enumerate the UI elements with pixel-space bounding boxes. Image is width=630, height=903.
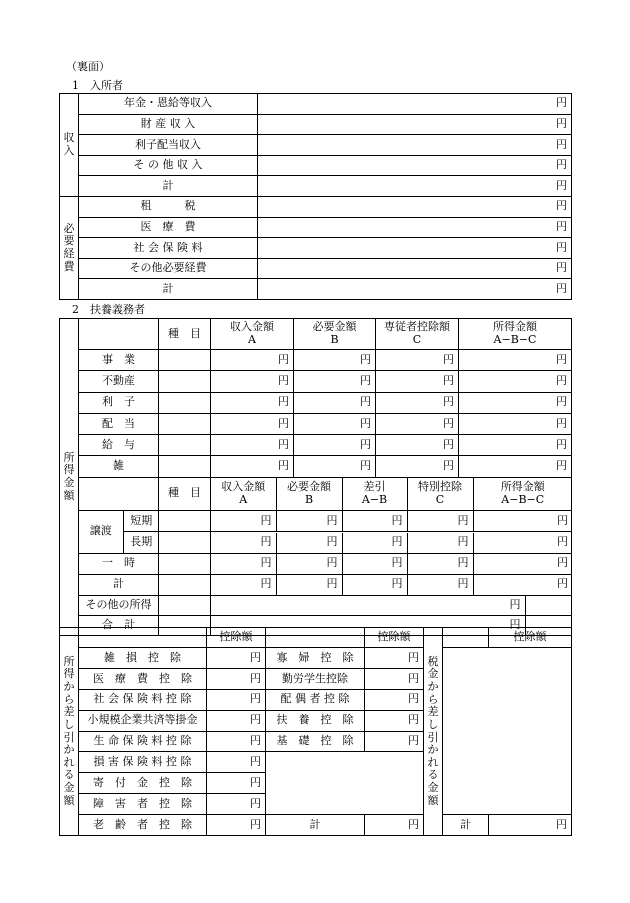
table-row <box>60 392 572 413</box>
deduction-item-label: 障 害 者 控 除 <box>79 794 207 815</box>
income-amount-header: 収入金額 A <box>211 478 276 510</box>
table-row <box>60 574 572 595</box>
yen-field[interactable]: 円 <box>407 511 473 531</box>
sub-header-group <box>211 477 572 510</box>
deduction-item-label: 寄 付 金 控 除 <box>79 773 207 794</box>
table-row <box>60 114 572 135</box>
table-row <box>60 456 572 477</box>
section2-number: 2 <box>72 303 79 316</box>
yen-field[interactable]: 円 <box>342 533 407 553</box>
yen-field[interactable]: 円 <box>294 371 376 392</box>
special-deduction-header: 特別控除 C <box>407 478 473 510</box>
resident-income-table <box>59 93 572 300</box>
yen-field[interactable]: 円 <box>211 511 276 531</box>
subtotal-amounts <box>211 574 572 595</box>
deduction-amount-header: 控除額 <box>207 628 266 648</box>
income-deduction-label: 所 得 か ら 差 し 引 か れ る 金 額 <box>60 628 79 836</box>
back-side-label: （裏面） <box>66 60 110 73</box>
empty-cell <box>159 456 211 477</box>
yen-field[interactable]: 円 <box>376 413 459 434</box>
income-row-label: そ の 他 収 入 <box>79 155 258 176</box>
table-row <box>60 371 572 392</box>
onetime-amounts <box>211 553 572 574</box>
table-row <box>60 196 572 217</box>
deduction-subtotal-label: 計 <box>266 815 365 836</box>
table-row <box>60 815 572 836</box>
table-row <box>60 94 572 115</box>
income-row-label: 利子配当収入 <box>79 135 258 156</box>
required-expense-header: 必要金額 B <box>294 319 376 350</box>
amount-subtable <box>211 596 572 615</box>
income-kind-label: 雑 <box>79 456 159 477</box>
yen-field[interactable]: 円 <box>258 176 572 197</box>
deduction-item-label: 社 会 保 険 料 控 除 <box>79 689 207 710</box>
empty-cell <box>159 350 211 371</box>
table-row <box>60 238 572 259</box>
income-kind-label: 配 当 <box>79 413 159 434</box>
family-employee-deduction-header: 専従者控除額 C <box>376 319 459 350</box>
yen-field[interactable]: 円 <box>294 435 376 456</box>
transfer-group <box>79 510 159 553</box>
table-row <box>60 435 572 456</box>
sub-header-table <box>211 478 572 510</box>
yen-field[interactable]: 円 <box>294 413 376 434</box>
empty-cell <box>159 413 211 434</box>
yen-field[interactable]: 円 <box>342 554 407 574</box>
long-term-label: 長期 <box>123 532 159 553</box>
yen-field[interactable]: 円 <box>407 533 473 553</box>
empty-cell <box>443 648 572 815</box>
difference-header: 差引 A−B <box>342 478 407 510</box>
kind-header: 種 目 <box>159 319 211 350</box>
yen-field[interactable]: 円 <box>207 752 266 773</box>
yen-field[interactable]: 円 <box>258 196 572 217</box>
yen-field[interactable]: 円 <box>276 511 342 531</box>
yen-field[interactable]: 円 <box>211 554 276 574</box>
yen-field[interactable]: 円 <box>207 815 266 836</box>
amount-subtable <box>211 554 572 574</box>
tax-deduction-total-label: 計 <box>443 815 489 836</box>
table-row <box>60 595 572 615</box>
yen-field[interactable]: 円 <box>207 648 266 669</box>
yen-field[interactable]: 円 <box>473 575 572 595</box>
yen-field[interactable]: 円 <box>365 731 424 752</box>
empty-cell <box>159 532 211 554</box>
empty-cell <box>159 553 211 574</box>
amount-subtable <box>211 575 572 595</box>
deduction-item-label: 生 命 保 険 料 控 除 <box>79 731 207 752</box>
yen-field[interactable]: 円 <box>473 533 572 553</box>
yen-field[interactable]: 円 <box>459 371 572 392</box>
deduction-amount-header: 控除額 <box>489 628 572 648</box>
required-expense-header: 必要金額 B <box>276 478 342 510</box>
yen-field[interactable]: 円 <box>211 456 294 477</box>
onetime-label: 一 時 <box>79 553 159 574</box>
tax-deduction-label: 税 金 か ら 差 し 引 か れ る 金 額 <box>424 628 443 836</box>
table-row <box>60 258 572 279</box>
empty-cell <box>266 752 424 815</box>
deduction-item-label: 配 偶 者 控 除 <box>266 689 365 710</box>
expense-row-label: その他必要経費 <box>79 258 258 279</box>
table-row <box>60 155 572 176</box>
deduction-table <box>59 627 572 836</box>
amount-subtable <box>211 533 572 553</box>
yen-field[interactable]: 円 <box>258 114 572 135</box>
yen-field[interactable]: 円 <box>211 413 294 434</box>
yen-field[interactable]: 円 <box>207 710 266 731</box>
income-result-header: 所得金額 A−B−C <box>473 478 572 510</box>
yen-field[interactable]: 円 <box>258 258 572 279</box>
empty-cell <box>159 595 211 615</box>
yen-field[interactable]: 円 <box>376 435 459 456</box>
yen-field[interactable]: 円 <box>489 815 572 836</box>
income-kind-label: 不動産 <box>79 371 159 392</box>
header-blank <box>79 628 207 648</box>
yen-field[interactable]: 円 <box>376 456 459 477</box>
deduction-item-label: 雑 損 控 除 <box>79 648 207 669</box>
yen-field[interactable]: 円 <box>473 554 572 574</box>
section1-title: 入所者 <box>90 79 123 92</box>
yen-field[interactable]: 円 <box>211 371 294 392</box>
income-kind-label: 給 与 <box>79 435 159 456</box>
transfer-label: 譲渡 <box>79 511 123 553</box>
deduction-item-label: 医 療 費 控 除 <box>79 668 207 689</box>
income-amount-header: 収入金額 A <box>211 319 294 350</box>
yen-field[interactable]: 円 <box>258 217 572 238</box>
table-row <box>60 628 572 648</box>
yen-field[interactable]: 円 <box>459 435 572 456</box>
deduction-item-label: 扶 養 控 除 <box>266 710 365 731</box>
empty-cell <box>525 596 572 615</box>
yen-field[interactable]: 円 <box>207 731 266 752</box>
table-row <box>60 217 572 238</box>
deduction-item-label: 勤労学生控除 <box>266 668 365 689</box>
empty-cell <box>159 435 211 456</box>
table-row <box>60 477 572 510</box>
table-row <box>60 279 572 300</box>
table-row <box>60 350 572 371</box>
expense-group-label: 必 要 経 費 <box>60 196 79 299</box>
yen-field[interactable]: 円 <box>407 554 473 574</box>
empty-cell <box>159 574 211 595</box>
income-group-label: 収 入 <box>60 94 79 197</box>
other_income-label: その他の所得 <box>79 595 159 615</box>
yen-field[interactable]: 円 <box>294 350 376 371</box>
yen-field[interactable]: 円 <box>365 710 424 731</box>
subtotal-label: 計 <box>79 574 159 595</box>
table-row <box>60 553 572 574</box>
income-row-label: 財 産 収 入 <box>79 114 258 135</box>
yen-field[interactable]: 円 <box>211 596 525 615</box>
yen-field[interactable]: 円 <box>211 350 294 371</box>
other_income-amounts <box>211 595 572 615</box>
expense-row-label: 医 療 費 <box>79 217 258 238</box>
empty-cell <box>159 392 211 413</box>
income-row-label: 年金・恩給等収入 <box>79 94 258 115</box>
yen-field[interactable]: 円 <box>211 616 525 635</box>
amount-subtable <box>211 511 572 531</box>
deduction-item-label: 損 害 保 険 料 控 除 <box>79 752 207 773</box>
yen-field[interactable]: 円 <box>365 689 424 710</box>
kind-header: 種 目 <box>159 477 211 510</box>
dependant-income-table <box>59 318 572 636</box>
yen-field[interactable]: 円 <box>376 392 459 413</box>
header-blank <box>79 477 159 510</box>
yen-field[interactable]: 円 <box>342 575 407 595</box>
yen-field[interactable]: 円 <box>342 511 407 531</box>
yen-field[interactable]: 円 <box>258 135 572 156</box>
income-kind-label: 事 業 <box>79 350 159 371</box>
expense-row-label: 計 <box>79 279 258 300</box>
table-row <box>60 510 572 532</box>
header-blank <box>443 628 489 648</box>
yen-field[interactable]: 円 <box>459 456 572 477</box>
empty-cell <box>159 371 211 392</box>
yen-field[interactable]: 円 <box>294 456 376 477</box>
deduction-item-label: 寡 婦 控 除 <box>266 648 365 669</box>
total-label: 合 計 <box>79 615 159 635</box>
deduction-item-label: 小規模企業共済等掛金 <box>79 710 207 731</box>
expense-row-label: 社 会 保 険 料 <box>79 238 258 259</box>
deduction-item-label: 基 礎 控 除 <box>266 731 365 752</box>
yen-field[interactable]: 円 <box>258 155 572 176</box>
income-result-header: 所得金額 A−B−C <box>459 319 572 350</box>
yen-field[interactable]: 円 <box>258 94 572 115</box>
table-row <box>60 319 572 350</box>
expense-row-label: 租 税 <box>79 196 258 217</box>
yen-field[interactable]: 円 <box>407 575 473 595</box>
yen-field[interactable]: 円 <box>207 668 266 689</box>
yen-field[interactable]: 円 <box>211 392 294 413</box>
short-term-amounts <box>211 510 572 532</box>
yen-field[interactable]: 円 <box>207 794 266 815</box>
yen-field[interactable]: 円 <box>365 815 424 836</box>
yen-field[interactable]: 円 <box>258 279 572 300</box>
deduction-amount-header: 控除額 <box>365 628 424 648</box>
income-row-label: 計 <box>79 176 258 197</box>
income-kind-label: 利 子 <box>79 392 159 413</box>
yen-field[interactable]: 円 <box>376 371 459 392</box>
table-row <box>60 648 572 669</box>
table-row <box>60 135 572 156</box>
yen-field[interactable]: 円 <box>459 350 572 371</box>
yen-field[interactable]: 円 <box>276 533 342 553</box>
yen-field[interactable]: 円 <box>207 773 266 794</box>
short-term-label: 短期 <box>123 511 159 532</box>
yen-field[interactable]: 円 <box>459 413 572 434</box>
long-term-amounts <box>211 532 572 554</box>
yen-field[interactable]: 円 <box>258 238 572 259</box>
yen-field[interactable]: 円 <box>211 435 294 456</box>
yen-field[interactable]: 円 <box>294 392 376 413</box>
yen-field[interactable]: 円 <box>211 533 276 553</box>
yen-field[interactable]: 円 <box>211 575 276 595</box>
empty-cell <box>159 510 211 532</box>
yen-field[interactable]: 円 <box>459 392 572 413</box>
yen-field[interactable]: 円 <box>276 575 342 595</box>
transfer-subtable <box>79 511 159 553</box>
yen-field[interactable]: 円 <box>473 511 572 531</box>
yen-field[interactable]: 円 <box>365 648 424 669</box>
header-blank <box>266 628 365 648</box>
table-row <box>60 176 572 197</box>
section2-title: 扶養義務者 <box>90 303 145 316</box>
yen-field[interactable]: 円 <box>207 689 266 710</box>
yen-field[interactable]: 円 <box>376 350 459 371</box>
deduction-item-label: 老 齢 者 控 除 <box>79 815 207 836</box>
table-row <box>60 413 572 434</box>
header-blank <box>79 319 159 350</box>
income-amount-label: 所 得 金 額 <box>60 319 79 636</box>
yen-field[interactable]: 円 <box>365 668 424 689</box>
section1-number: 1 <box>72 79 79 92</box>
yen-field[interactable]: 円 <box>276 554 342 574</box>
